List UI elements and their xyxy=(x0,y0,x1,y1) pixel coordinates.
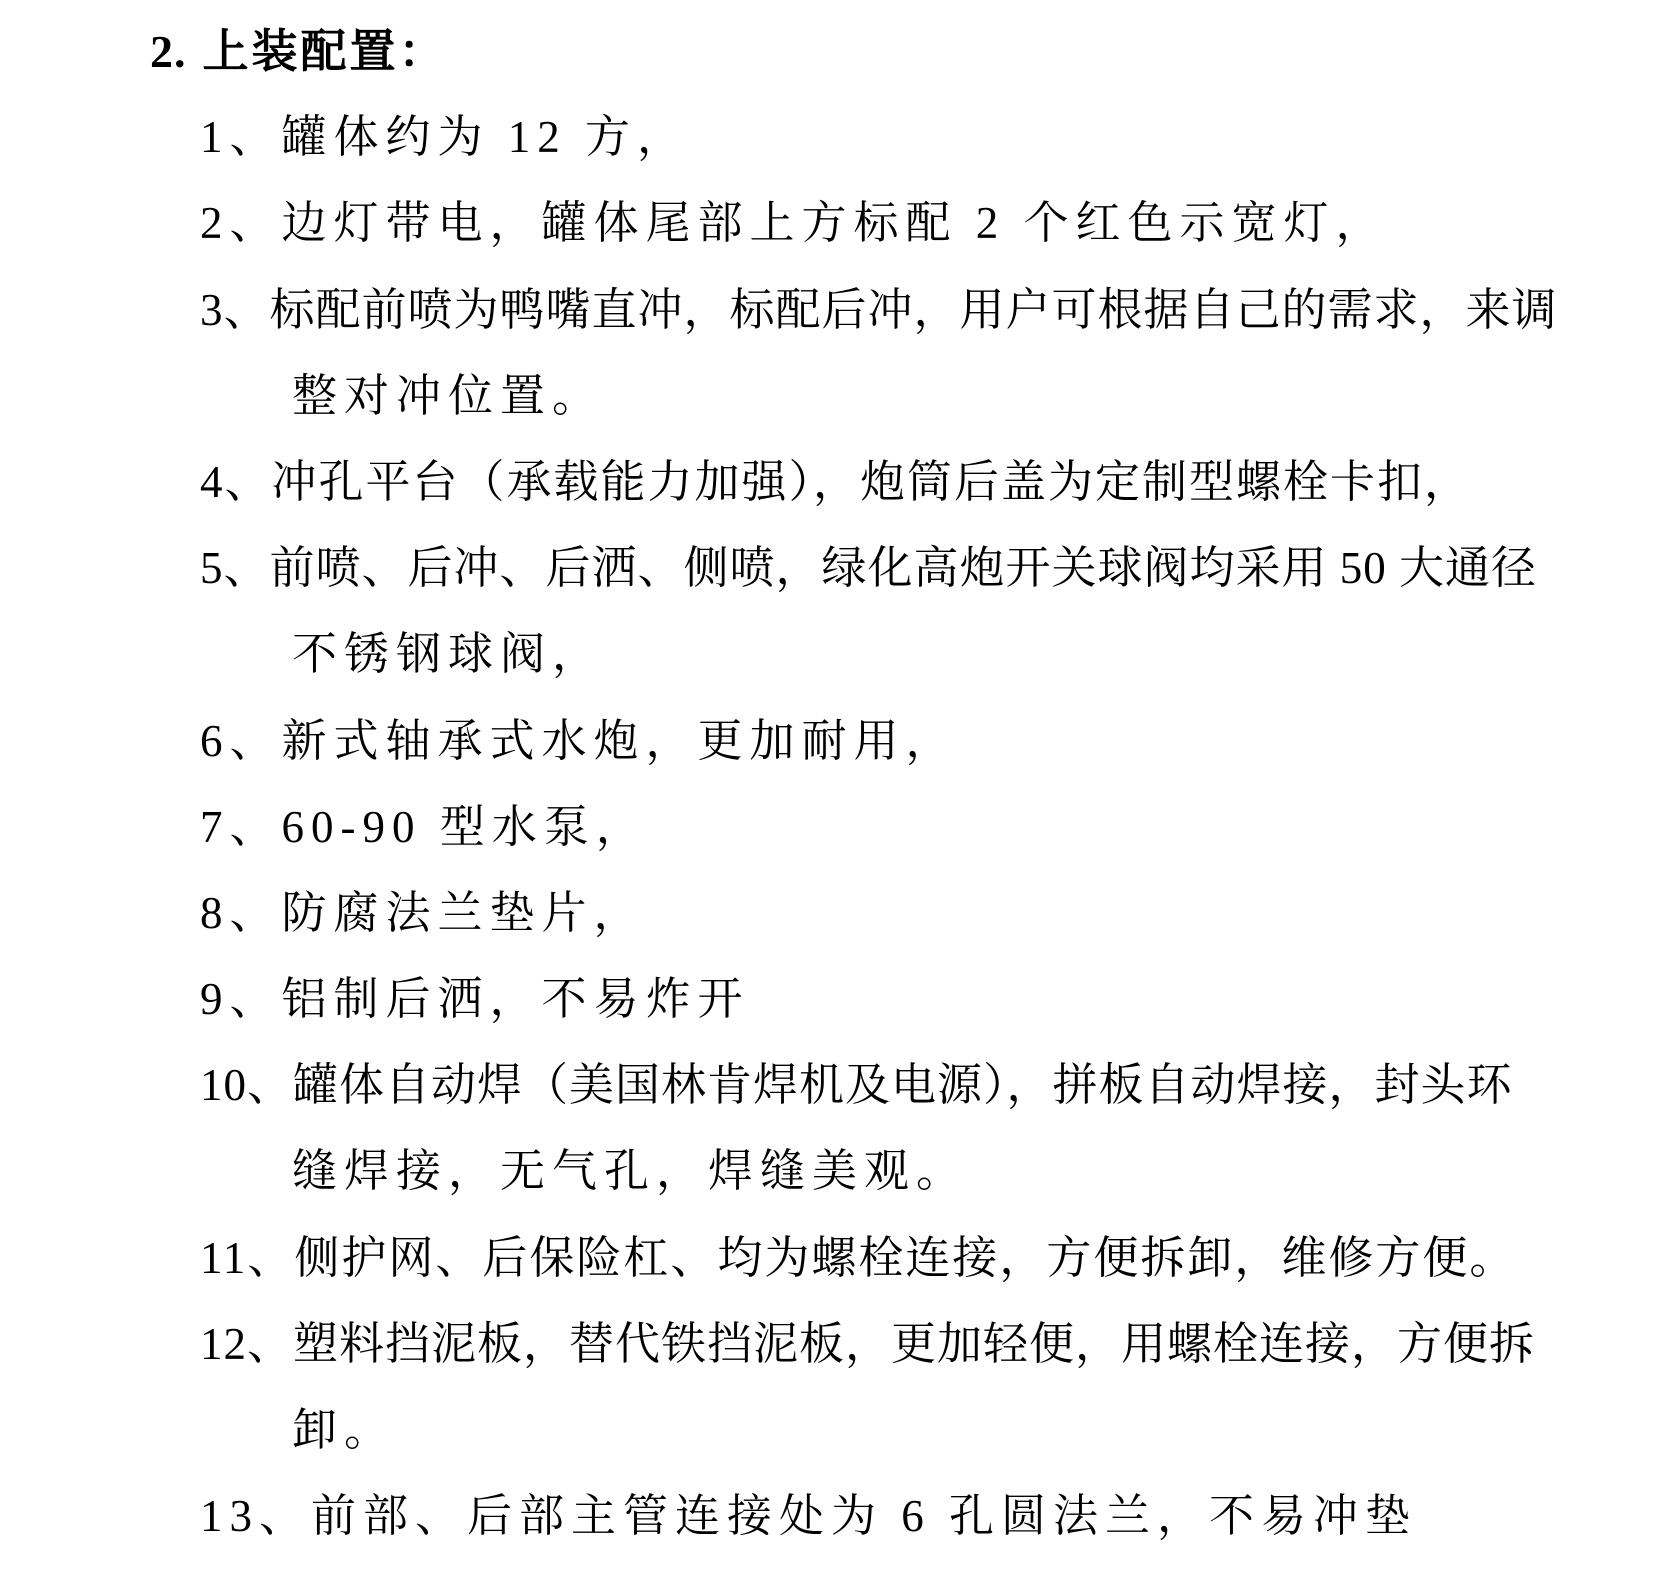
list-item-text: 整对冲位置。 xyxy=(292,370,605,421)
list-item-number: 10、 xyxy=(200,1060,294,1111)
list-item-number: 12、 xyxy=(200,1318,294,1369)
list-item-number: 9、 xyxy=(200,974,282,1025)
list-item-text: 罐体约为 12 方， xyxy=(281,112,690,163)
list-item-text: 不锈钢球阀， xyxy=(292,629,605,680)
list-item-number: 4、 xyxy=(200,456,272,507)
list-item-line xyxy=(200,956,1492,1042)
list-item-line xyxy=(200,94,1492,180)
list-item-line xyxy=(200,1301,1536,1387)
item-list xyxy=(0,94,1654,1559)
list-item-number: 8、 xyxy=(200,887,282,938)
list-item-text: 标配前喷为鸭嘴直冲，标配后冲，用户可根据自己的需求，来调 xyxy=(269,284,1558,335)
list-item-text: 防腐法兰垫片， xyxy=(281,887,646,938)
list-item-text: 缝焊接，无气孔，焊缝美观。 xyxy=(292,1146,969,1197)
list-item-text: 60-90 型水泵， xyxy=(281,801,648,852)
list-item-line xyxy=(200,1042,1513,1128)
list-item-continuation-line xyxy=(292,353,1492,439)
list-item-line xyxy=(200,1215,1517,1301)
list-item-continuation-line xyxy=(292,611,1492,697)
list-item-number: 3、 xyxy=(200,284,270,335)
list-item-continuation-line xyxy=(292,1128,1492,1214)
list-item-number: 11、 xyxy=(200,1232,295,1283)
list-item-text: 前部、后部主管连接处为 6 孔圆法兰，不易冲垫 xyxy=(311,1491,1418,1542)
list-item-line xyxy=(200,870,1492,956)
list-item-text: 卸。 xyxy=(292,1405,397,1455)
section-heading-number: 2. xyxy=(150,26,187,77)
list-item-continuation-line xyxy=(292,1387,1492,1473)
list-item-number: 13、 xyxy=(200,1491,312,1542)
list-item-text: 新式轴承式水炮，更加耐用， xyxy=(281,715,958,766)
section-heading xyxy=(150,8,1654,94)
list-item-number: 1、 xyxy=(200,112,282,163)
list-item-line xyxy=(200,180,1492,266)
list-item-text: 冲孔平台（承载能力加强），炮筒后盖为定制型螺栓卡扣， xyxy=(271,456,1472,507)
list-item-text: 铝制后洒，不易炸开 xyxy=(281,974,750,1025)
list-item-line xyxy=(200,525,1538,611)
list-item-text: 前喷、后冲、后洒、侧喷，绿化高炮开关球阀均采用 50 大通径 xyxy=(269,543,1538,594)
list-item-text: 边灯带电，罐体尾部上方标配 2 个红色示宽灯， xyxy=(281,198,1388,249)
list-item-line xyxy=(200,698,1492,784)
list-item-number: 5、 xyxy=(200,543,270,594)
list-item-number: 7、 xyxy=(200,801,282,852)
section-heading-title: 上装配置： xyxy=(202,25,448,77)
list-item-text: 罐体自动焊（美国林肯焊机及电源），拼板自动焊接，封头环 xyxy=(293,1060,1513,1111)
list-item-line xyxy=(200,784,1492,870)
list-item-number: 6、 xyxy=(200,715,282,766)
list-item-line xyxy=(200,1473,1492,1559)
list-item-line xyxy=(200,439,1492,525)
list-item-line xyxy=(200,267,1558,353)
list-item-text: 塑料挡泥板，替代铁挡泥板，更加轻便，用螺栓连接，方便拆 xyxy=(293,1318,1536,1369)
list-item-text: 侧护网、后保险杠、均为螺栓连接，方便拆卸，维修方便。 xyxy=(294,1232,1517,1283)
list-item-number: 2、 xyxy=(200,198,282,249)
